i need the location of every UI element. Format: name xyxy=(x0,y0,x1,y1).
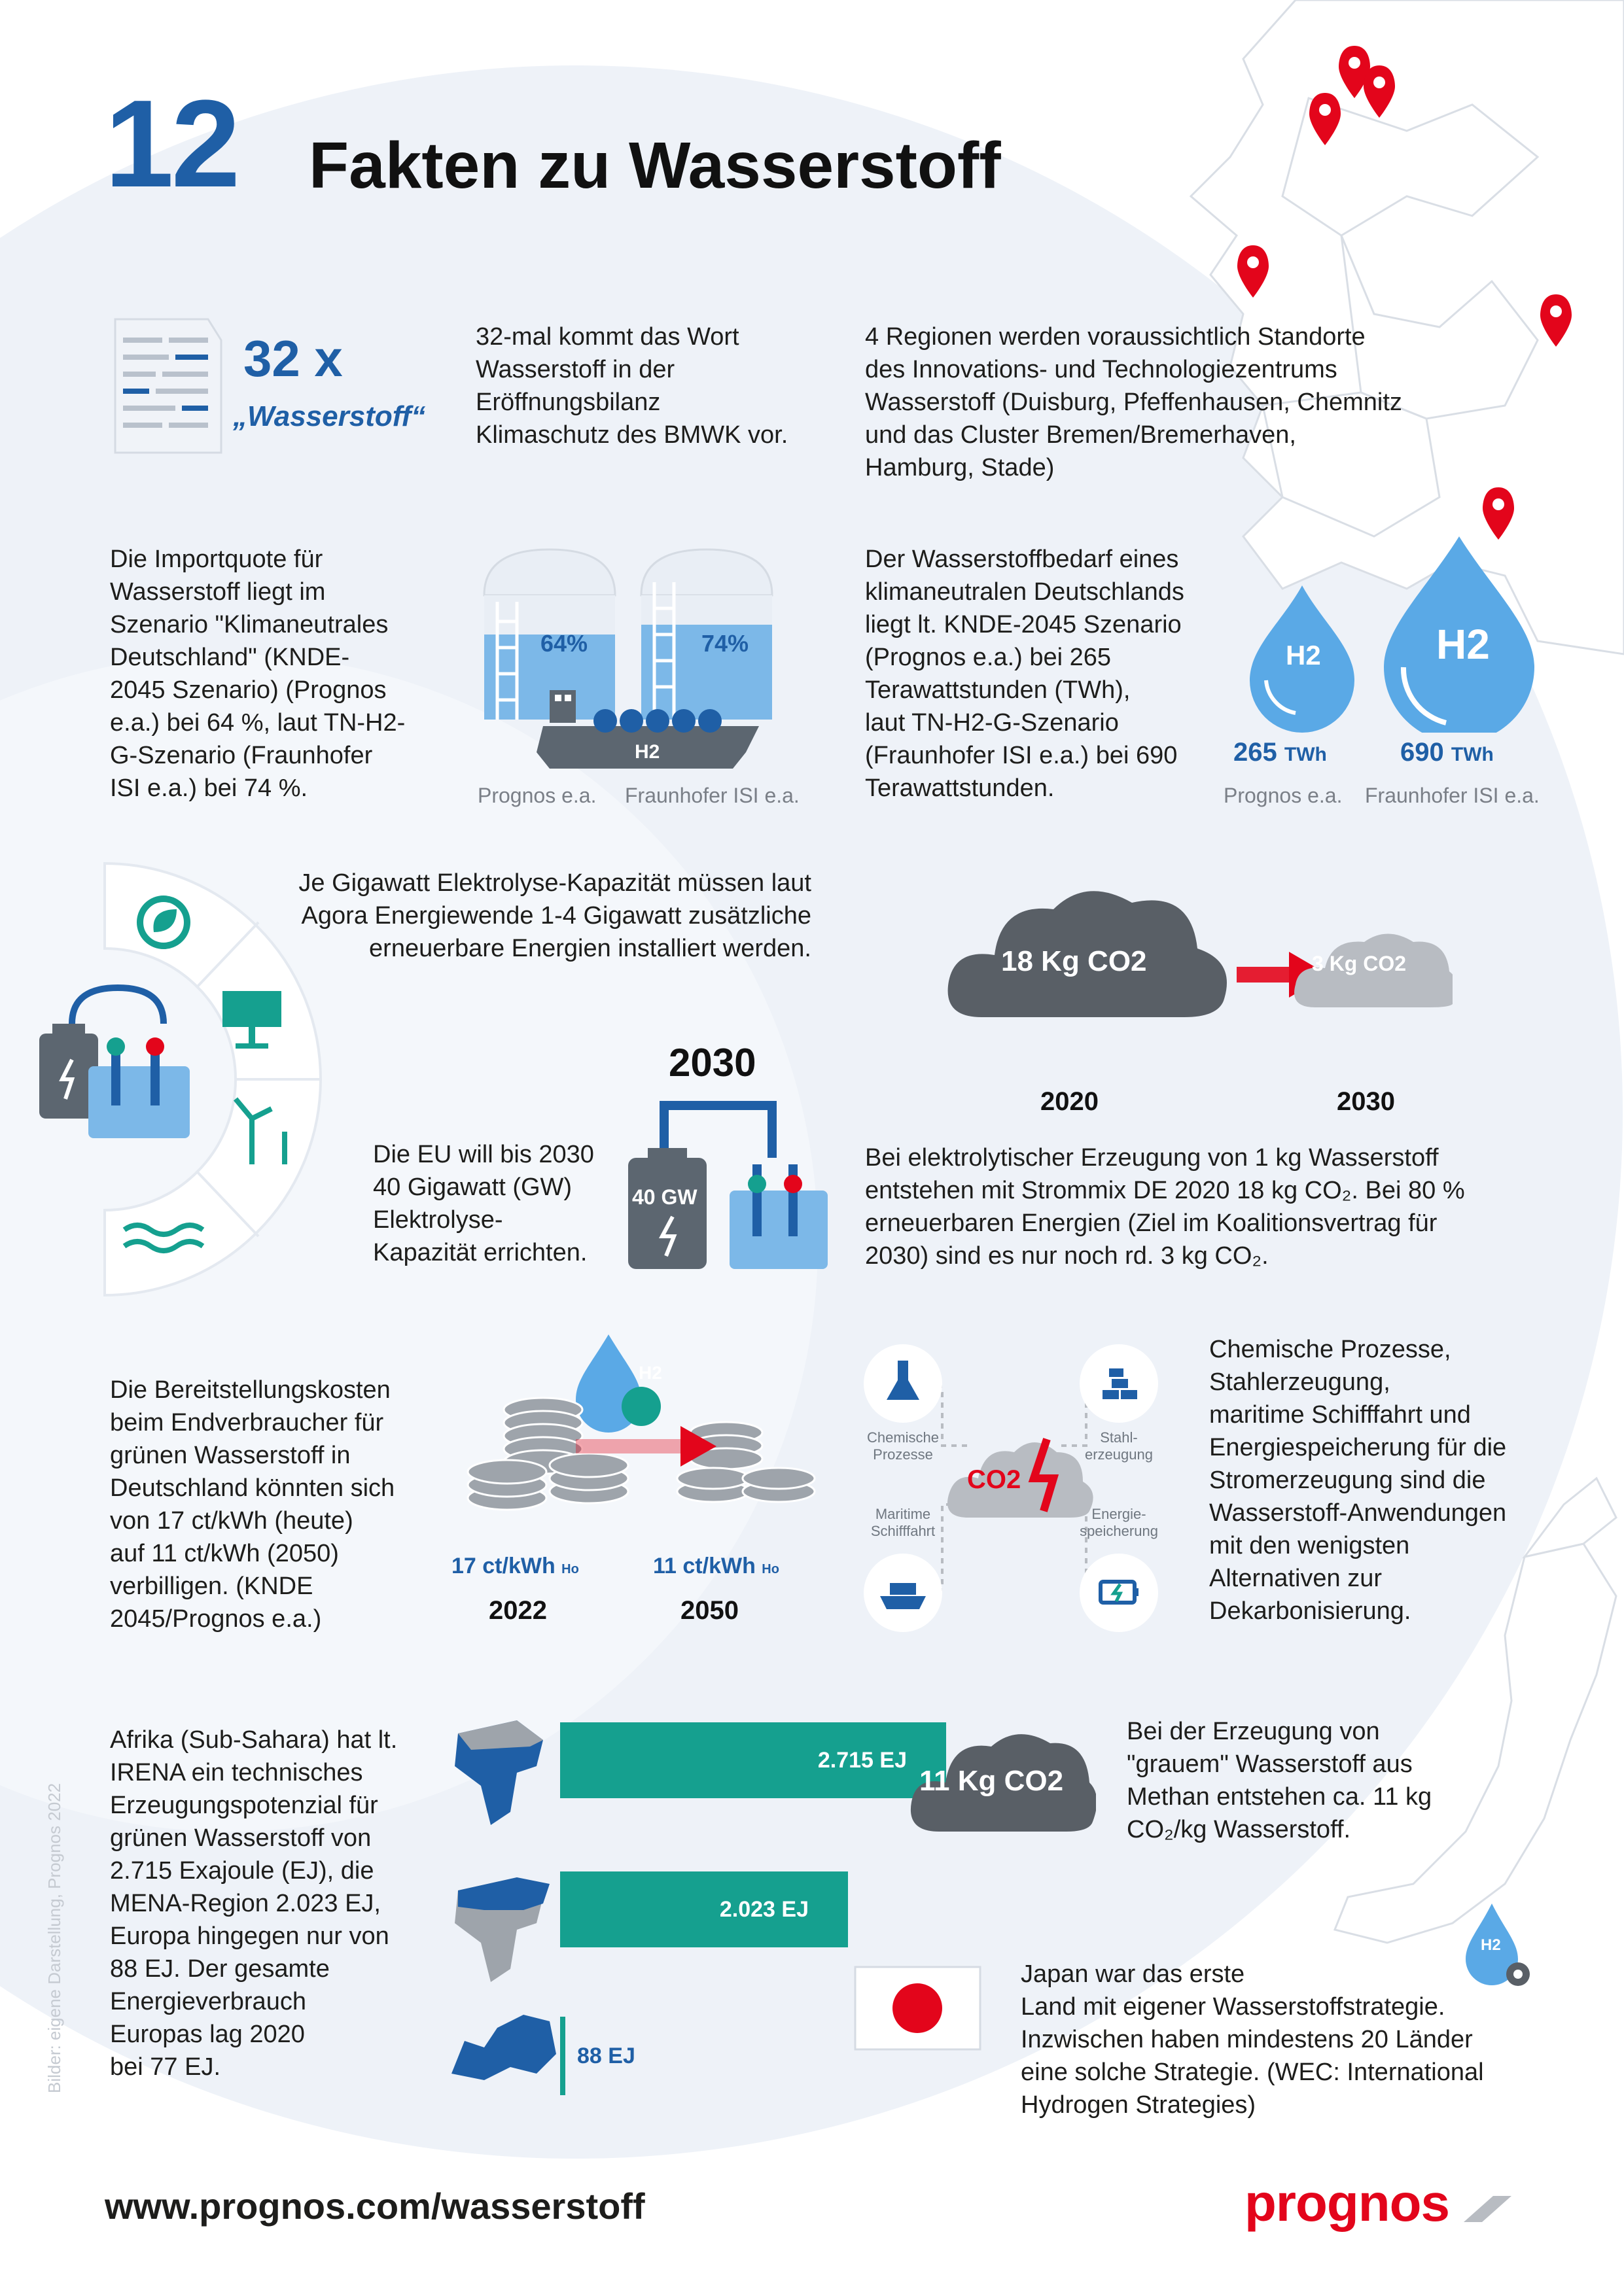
map-pin-icon xyxy=(1237,245,1269,298)
year-2030: 2030 xyxy=(1337,1087,1395,1116)
fact-11-text: Bei der Erzeugung von "grauem" Wasserstoff aus Methan entstehen ca. 11 kg CO₂/kg Wasserstoff. xyxy=(1127,1718,1432,1843)
label-chemical-processes: Chemische Prozesse xyxy=(866,1429,940,1463)
africa-map-icon xyxy=(455,1720,543,1825)
eu-target-year: 2030 xyxy=(669,1041,756,1085)
document-icon xyxy=(110,314,228,458)
bar-mena: 2.023 EJ xyxy=(560,1871,848,1947)
cost-unit-sub: Ho xyxy=(762,1562,779,1576)
import-share-fraunhofer: 74% xyxy=(701,630,749,657)
fact-6-text: Bei elektrolytischer Erzeugung von 1 kg Wasserstoff entstehen mit Strommix DE 2020 18 kg CO₂. Bei 80 % erneuerbaren Energien (Ziel im Koalitionsvertrag für 2030) sind es nur noch rd. 3 kg CO₂. xyxy=(865,1144,1465,1270)
bar-africa: 2.715 EJ xyxy=(560,1722,946,1798)
unit-twh: TWh xyxy=(1451,744,1494,765)
mena-map-icon xyxy=(455,1877,550,1982)
fact-1-text: 32-mal kommt das Wort Wasserstoff in der Eröffnungsbilanz Klimaschutz des BMWK vor. xyxy=(476,323,788,449)
fact-2-text: 4 Regionen werden voraussichtlich Standorte des Innovations- und Technologiezentrums Wasserstoff (Duisburg, Pfeffenhausen, Chemnitz und das Cluster Bremen/Bremerhaven, Hamburg, Stade) xyxy=(865,323,1402,481)
year-2022: 2022 xyxy=(489,1596,547,1625)
cost-2022: 17 ct/kWh xyxy=(451,1554,556,1578)
fact-8-text: Die Bereitstellungskosten beim Endverbraucher für grünen Wasserstoff in Deutschland könnten sich von 17 ct/kWh (heute) auf 11 ct/kWh (2050) verbilligen. (KNDE 2045/Prognos e.a.) xyxy=(110,1376,395,1633)
coin-drop-h2-label: H2 xyxy=(639,1363,662,1383)
strategy-drop-h2-label: H2 xyxy=(1481,1936,1501,1954)
label-steel-production: Stahl- erzeugung xyxy=(1085,1429,1153,1463)
import-share-prognos: 64% xyxy=(540,630,588,657)
fact-10-text: Afrika (Sub-Sahara) hat lt. IRENA ein technisches Erzeugungspotenzial für grünen Wasserstoff von 2.715 Exajoule (EJ), die MENA-Region 2.023 EJ, Europa hingegen nur von 88 EJ. Der gesamte Energieverbrauch Europas lag 2020 bei 77 EJ. xyxy=(110,1726,398,2081)
hydrogen-drops xyxy=(1243,536,1557,733)
demand-fraunhofer: 690 xyxy=(1400,738,1444,767)
fact-12-text: Japan war das erste Land mit eigener Wasserstoffstrategie. Inzwischen haben mindestens 20 Länder eine solche Strategie. (WEC: International Hydrogen Strategies) xyxy=(1021,1960,1484,2119)
label-maritime-shipping: Maritime Schifffahrt xyxy=(870,1506,936,1539)
map-pin-icon xyxy=(1540,294,1572,347)
prognos-logo: prognos xyxy=(1244,2174,1449,2232)
fact-7-text: Die EU will bis 2030 40 Gigawatt (GW) Elektrolyse- Kapazität errichten. xyxy=(373,1141,594,1266)
fact-9-text: Chemische Prozesse, Stahlerzeugung, maritime Schifffahrt und Energiespeicherung für die Stromerzeugung sind die Wasserstoff-Anwendungen mit den wenigsten Alternativen zur Dekarbonisierung. xyxy=(1209,1336,1507,1625)
ship-h2-label: H2 xyxy=(635,741,660,763)
co2-cloud-2030: 3 Kg CO2 xyxy=(1312,952,1407,975)
caption-fraunhofer: Fraunhofer ISI e.a. xyxy=(625,784,800,807)
map-pin-icon xyxy=(1483,487,1514,540)
title-number: 12 xyxy=(105,75,238,213)
world-region-maps xyxy=(445,1714,563,2080)
page-title: Fakten zu Wasserstoff xyxy=(309,129,1001,202)
logo-swoosh-icon xyxy=(1460,2193,1513,2225)
co2-cloud-2020: 18 Kg CO2 xyxy=(1001,945,1147,977)
map-pin-icon xyxy=(1364,65,1395,118)
year-2050: 2050 xyxy=(680,1596,739,1625)
word-label: „Wasserstoff“ xyxy=(233,400,426,432)
fact-3-text: Die Importquote für Wasserstoff liegt im Szenario "Klimaneutrales Deutschland" (KNDE- 2045 Szenario) (Prognos e.a.) bei 64 %, laut TN-H2- G-Szenario (Fraunhofer ISI e.a.) bei 74 %. xyxy=(110,546,406,802)
label-energy-storage: Energie- speicherung xyxy=(1080,1506,1158,1539)
fact-4-text: Der Wasserstoffbedarf eines klimaneutralen Deutschlands liegt lt. KNDE-2045 Szenario (Prognos e.a.) bei 265 Terawattstunden (TWh), laut TN-H2-G-Szenario (Fraunhofer ISI e.a.) bei 690 Terawattstunden. xyxy=(865,546,1184,802)
fact-5-text: Je Gigawatt Elektrolyse-Kapazität müssen laut Agora Energiewende 1-4 Gigawatt zusätzliche erneuerbare Energien installiert werden. xyxy=(298,869,811,962)
cost-2050: 11 ct/kWh xyxy=(653,1554,756,1578)
caption-fraunhofer: Fraunhofer ISI e.a. xyxy=(1365,784,1540,807)
caption-prognos: Prognos e.a. xyxy=(1224,784,1343,807)
year-2020: 2020 xyxy=(1040,1087,1099,1116)
demand-prognos: 265 xyxy=(1233,738,1277,767)
footer-url[interactable]: www.prognos.com/wasserstoff xyxy=(105,2185,645,2227)
unit-twh: TWh xyxy=(1284,744,1327,765)
map-pin-icon xyxy=(1309,93,1341,145)
eu-electrolysis-illustration xyxy=(622,1092,838,1276)
drop-h2-label-large: H2 xyxy=(1436,621,1490,668)
cost-coins-illustration xyxy=(458,1328,824,1544)
bar-europe: 88 EJ xyxy=(560,2017,635,2095)
cost-unit-sub: Ho xyxy=(561,1562,579,1576)
drop-h2-label-small: H2 xyxy=(1286,640,1321,670)
word-count: 32 x xyxy=(243,330,343,387)
center-co2-label: CO2 xyxy=(967,1465,1021,1494)
battery-capacity-label: 40 GW xyxy=(632,1185,697,1209)
europe-map-icon xyxy=(451,2015,556,2080)
electrolyser-icon xyxy=(39,988,190,1138)
grey-hydrogen-co2: 11 Kg CO2 xyxy=(919,1765,1064,1797)
japan-flag-icon xyxy=(854,1966,981,2051)
caption-prognos: Prognos e.a. xyxy=(478,784,597,807)
